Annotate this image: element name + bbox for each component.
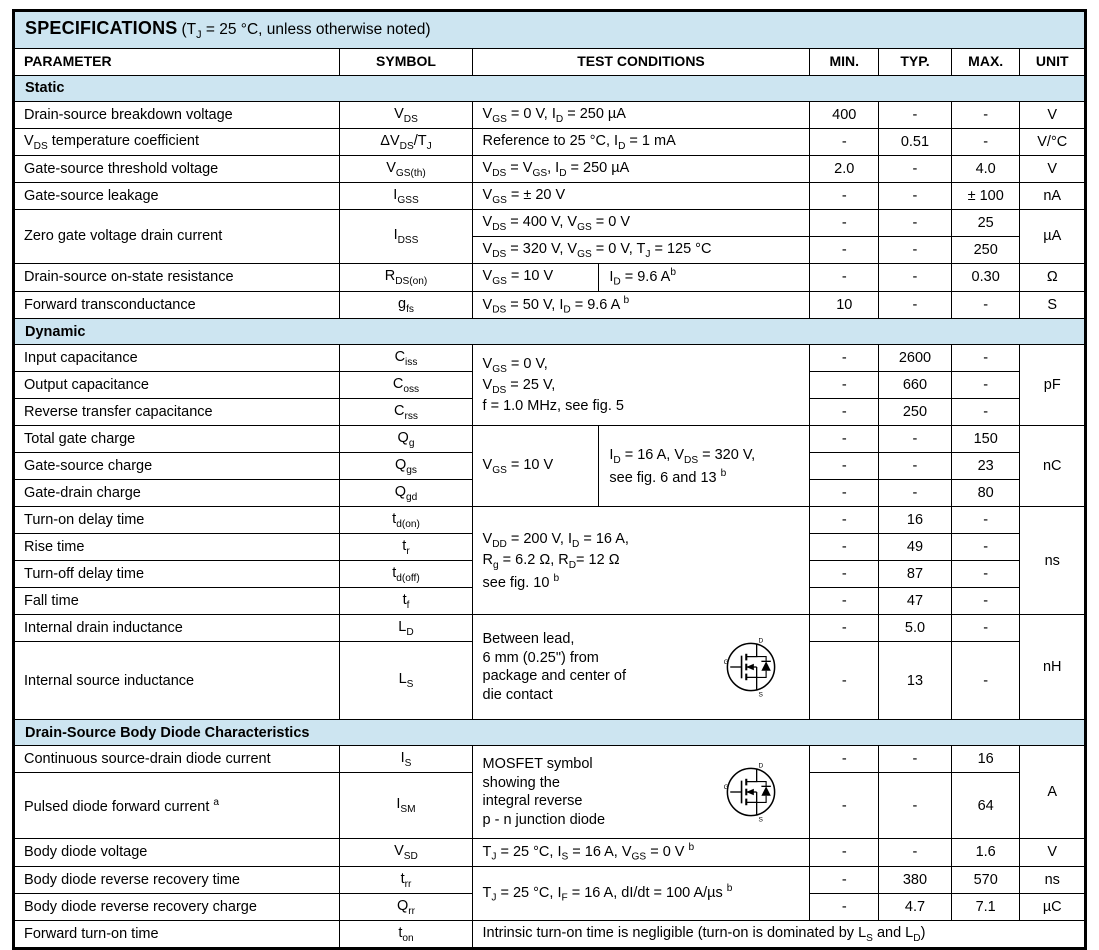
param-cell: Forward transconductance <box>15 291 340 319</box>
conditions-cell-left: $V_{GS} = 10$ V <box>472 426 599 507</box>
min-cell: - <box>810 507 879 534</box>
max-cell: - <box>951 372 1020 399</box>
symbol-cell: $L_D$ <box>340 615 472 642</box>
mosfet-gate-label: G <box>724 659 730 667</box>
unit-cell: V <box>1020 101 1085 128</box>
typ-cell: 5.0 <box>879 615 952 642</box>
row-is <box>15 746 1085 773</box>
table-header-row <box>15 48 1085 75</box>
typ-cell: - <box>879 155 952 182</box>
param-cell: Drain-source on-state resistance <box>15 263 340 291</box>
param-cell: Body diode reverse recovery charge <box>15 894 340 921</box>
typ-cell: 49 <box>879 534 952 561</box>
unit-cell: Ω <box>1020 263 1085 291</box>
typ-cell: 660 <box>879 372 952 399</box>
symbol-cell: $L_S$ <box>340 642 472 720</box>
symbol-cell: $R_{DS(on)}$ <box>340 263 472 291</box>
param-cell: Reverse transfer capacitance <box>15 399 340 426</box>
col-header-typ: TYP. <box>879 48 952 75</box>
unit-cell: µC <box>1020 894 1085 921</box>
min-cell: 10 <box>810 291 879 319</box>
typ-cell: - <box>879 101 952 128</box>
symbol-cell: $V_{GS(th)}$ <box>340 155 472 182</box>
spec-table-frame <box>12 9 1087 950</box>
inductance-conditions-text: Between lead, 6 mm (0.25") from package and center of die contact <box>482 631 627 703</box>
symbol-cell: $Q_{gd}$ <box>340 480 472 507</box>
typ-cell: 0.51 <box>879 128 952 155</box>
unit-cell: ns <box>1020 867 1085 894</box>
param-cell: Output capacitance <box>15 372 340 399</box>
mosfet-source-label: S <box>759 816 764 824</box>
symbol-cell: $I_{SM}$ <box>340 773 472 839</box>
max-cell: - <box>951 534 1020 561</box>
symbol-cell: $V_{DS}$ <box>340 101 472 128</box>
min-cell: - <box>810 345 879 372</box>
min-cell: - <box>810 588 879 615</box>
max-cell: 64 <box>951 773 1020 839</box>
conditions-cell-right: $I_D = 16$ A, $V_{DS} = 320$ V, see fig. 6 and 13 $^b$ <box>599 426 810 507</box>
unit-cell: S <box>1020 291 1085 319</box>
conditions-cell <box>472 746 810 839</box>
conditions-cell: $V_{DS} = 50$ V, $I_D = 9.6$ A $^b$ <box>472 291 810 319</box>
max-cell: 1.6 <box>951 839 1020 867</box>
min-cell: - <box>810 839 879 867</box>
row-vsd <box>15 839 1085 867</box>
symbol-cell: $I_{GSS}$ <box>340 182 472 209</box>
typ-cell: - <box>879 480 952 507</box>
min-cell: - <box>810 263 879 291</box>
row-ton <box>15 921 1085 948</box>
symbol-cell: $Q_{gs}$ <box>340 453 472 480</box>
typ-cell: 87 <box>879 561 952 588</box>
conditions-cell: $V_{DD} = 200$ V, $I_D = 16$ A, $R_g = 6.2$ Ω, $R_D= 12$ Ω see fig. 10 $^b$ <box>472 507 810 615</box>
col-header-symbol: SYMBOL <box>340 48 472 75</box>
title-note: ($T_J = 25$ °C, unless otherwise noted) <box>181 21 431 42</box>
param-cell: Internal source inductance <box>15 642 340 720</box>
symbol-cell: $Q_g$ <box>340 426 472 453</box>
typ-cell: - <box>879 291 952 319</box>
col-header-max: MAX. <box>951 48 1020 75</box>
max-cell: 25 <box>951 209 1020 236</box>
unit-cell: A <box>1020 746 1085 839</box>
typ-cell: 47 <box>879 588 952 615</box>
param-cell: Gate-source charge <box>15 453 340 480</box>
section-body-diode <box>15 720 1085 746</box>
conditions-cell: $V_{DS} = 400$ V, $V_{GS} = 0$ V <box>472 209 810 236</box>
min-cell: - <box>810 642 879 720</box>
max-cell: - <box>951 399 1020 426</box>
param-cell: Turn-on delay time <box>15 507 340 534</box>
min-cell: - <box>810 615 879 642</box>
section-label: Dynamic <box>15 319 1085 345</box>
conditions-cell <box>472 615 810 720</box>
param-cell: Continuous source-drain diode current <box>15 746 340 773</box>
mosfet-symbol-icon <box>717 633 785 701</box>
unit-cell: nA <box>1020 182 1085 209</box>
section-label: Static <box>15 75 1085 101</box>
max-cell: 0.30 <box>951 263 1020 291</box>
max-cell: - <box>951 128 1020 155</box>
min-cell: - <box>810 399 879 426</box>
symbol-cell: $t_{on}$ <box>340 921 472 948</box>
max-cell: - <box>951 561 1020 588</box>
symbol-cell: $t_r$ <box>340 534 472 561</box>
col-header-parameter: PARAMETER <box>15 48 340 75</box>
min-cell: - <box>810 534 879 561</box>
min-cell: - <box>810 128 879 155</box>
max-cell: 570 <box>951 867 1020 894</box>
min-cell: - <box>810 480 879 507</box>
row-tempco <box>15 128 1085 155</box>
section-static <box>15 75 1085 101</box>
typ-cell: - <box>879 453 952 480</box>
unit-cell: ns <box>1020 507 1085 615</box>
max-cell: - <box>951 615 1020 642</box>
min-cell: 2.0 <box>810 155 879 182</box>
min-cell: - <box>810 426 879 453</box>
typ-cell: - <box>879 839 952 867</box>
max-cell: 16 <box>951 746 1020 773</box>
symbol-cell: $I_S$ <box>340 746 472 773</box>
max-cell: 23 <box>951 453 1020 480</box>
param-cell: Internal drain inductance <box>15 615 340 642</box>
conditions-cell: $V_{GS} = 0$ V, $V_{DS} = 25$ V, f = 1.0 MHz, see fig. 5 <box>472 345 810 426</box>
min-cell: - <box>810 773 879 839</box>
unit-cell: V <box>1020 839 1085 867</box>
max-cell: - <box>951 345 1020 372</box>
typ-cell: 16 <box>879 507 952 534</box>
row-td-on <box>15 507 1085 534</box>
conditions-cell: $V_{DS} = V_{GS}$, $I_D = 250$ µA <box>472 155 810 182</box>
typ-cell: - <box>879 182 952 209</box>
typ-cell: - <box>879 209 952 236</box>
mosfet-diode-symbol-icon <box>717 758 785 826</box>
max-cell: ± 100 <box>951 182 1020 209</box>
row-trr <box>15 867 1085 894</box>
diode-conditions-text: MOSFET symbol showing the integral reverse p - n junction diode <box>482 756 606 828</box>
typ-cell: - <box>879 236 952 263</box>
mosfet-source-label: S <box>759 691 764 699</box>
param-cell: Gate-drain charge <box>15 480 340 507</box>
param-cell: Gate-source threshold voltage <box>15 155 340 182</box>
row-vgsth <box>15 155 1085 182</box>
symbol-cell: $t_{d(off)}$ <box>340 561 472 588</box>
symbol-cell: $C_{rss}$ <box>340 399 472 426</box>
col-header-unit: UNIT <box>1020 48 1085 75</box>
typ-cell: - <box>879 263 952 291</box>
max-cell: 150 <box>951 426 1020 453</box>
symbol-cell: $t_{rr}$ <box>340 867 472 894</box>
row-igss <box>15 182 1085 209</box>
page-title: SPECIFICATIONS <box>25 18 178 38</box>
section-dynamic <box>15 319 1085 345</box>
param-cell: Body diode voltage <box>15 839 340 867</box>
section-label: Drain-Source Body Diode Characteristics <box>15 720 1085 746</box>
max-cell: - <box>951 507 1020 534</box>
typ-cell: 2600 <box>879 345 952 372</box>
mosfet-gate-label: G <box>724 784 730 792</box>
unit-cell: V <box>1020 155 1085 182</box>
typ-cell: - <box>879 746 952 773</box>
param-cell: Turn-off delay time <box>15 561 340 588</box>
row-breakdown-voltage <box>15 101 1085 128</box>
conditions-cell: Intrinsic turn-on time is negligible (turn-on is dominated by $L_S$ and $L_D$) <box>472 921 1084 948</box>
param-cell: Drain-source breakdown voltage <box>15 101 340 128</box>
symbol-cell: $C_{iss}$ <box>340 345 472 372</box>
symbol-cell: $C_{oss}$ <box>340 372 472 399</box>
symbol-cell: $V_{SD}$ <box>340 839 472 867</box>
symbol-cell: $\Delta V_{DS}/T_J$ <box>340 128 472 155</box>
row-qg <box>15 426 1085 453</box>
mosfet-drain-label: D <box>759 637 764 645</box>
typ-cell: 380 <box>879 867 952 894</box>
min-cell: - <box>810 867 879 894</box>
min-cell: - <box>810 746 879 773</box>
max-cell: - <box>951 291 1020 319</box>
conditions-cell: $T_J = 25$ °C, $I_S = 16$ A, $V_{GS} = 0$ V $^b$ <box>472 839 810 867</box>
min-cell: - <box>810 236 879 263</box>
conditions-cell: Reference to 25 °C, $I_D = 1$ mA <box>472 128 810 155</box>
max-cell: - <box>951 101 1020 128</box>
symbol-cell: $I_{DSS}$ <box>340 209 472 263</box>
unit-cell: nC <box>1020 426 1085 507</box>
typ-cell: 13 <box>879 642 952 720</box>
min-cell: - <box>810 561 879 588</box>
symbol-cell: $t_f$ <box>340 588 472 615</box>
typ-cell: 250 <box>879 399 952 426</box>
max-cell: 4.0 <box>951 155 1020 182</box>
row-idss-1 <box>15 209 1085 236</box>
param-cell: Total gate charge <box>15 426 340 453</box>
unit-cell: V/°C <box>1020 128 1085 155</box>
max-cell: 80 <box>951 480 1020 507</box>
param-cell: Fall time <box>15 588 340 615</box>
row-gfs <box>15 291 1085 319</box>
conditions-cell: $V_{DS} = 320$ V, $V_{GS} = 0$ V, $T_J = 125$ °C <box>472 236 810 263</box>
param-cell: Forward turn-on time <box>15 921 340 948</box>
param-cell: Rise time <box>15 534 340 561</box>
symbol-cell: $Q_{rr}$ <box>340 894 472 921</box>
col-header-conditions: TEST CONDITIONS <box>472 48 810 75</box>
table-title-row <box>15 12 1085 49</box>
min-cell: - <box>810 372 879 399</box>
max-cell: - <box>951 642 1020 720</box>
row-ld <box>15 615 1085 642</box>
row-ciss <box>15 345 1085 372</box>
min-cell: - <box>810 182 879 209</box>
param-cell: $V_{DS}$ temperature coefficient <box>15 128 340 155</box>
param-cell: Pulsed diode forward current $^a$ <box>15 773 340 839</box>
min-cell: 400 <box>810 101 879 128</box>
symbol-cell: $t_{d(on)}$ <box>340 507 472 534</box>
max-cell: - <box>951 588 1020 615</box>
param-cell: Zero gate voltage drain current <box>15 209 340 263</box>
typ-cell: - <box>879 773 952 839</box>
param-cell: Gate-source leakage <box>15 182 340 209</box>
conditions-cell: $V_{GS} = 0$ V, $I_D = 250$ µA <box>472 101 810 128</box>
col-header-min: MIN. <box>810 48 879 75</box>
max-cell: 250 <box>951 236 1020 263</box>
mosfet-drain-label: D <box>759 762 764 770</box>
unit-cell: µA <box>1020 209 1085 263</box>
conditions-cell: $V_{GS}$ = ± 20 V <box>472 182 810 209</box>
conditions-cell-left: $V_{GS} = 10$ V <box>472 263 599 291</box>
min-cell: - <box>810 894 879 921</box>
unit-cell: nH <box>1020 615 1085 720</box>
max-cell: 7.1 <box>951 894 1020 921</box>
symbol-cell: $g_{fs}$ <box>340 291 472 319</box>
typ-cell: 4.7 <box>879 894 952 921</box>
title-band <box>15 12 1085 49</box>
unit-cell: pF <box>1020 345 1085 426</box>
row-rdson <box>15 263 1085 291</box>
min-cell: - <box>810 453 879 480</box>
specifications-table <box>14 11 1085 948</box>
min-cell: - <box>810 209 879 236</box>
param-cell: Input capacitance <box>15 345 340 372</box>
typ-cell: - <box>879 426 952 453</box>
param-cell: Body diode reverse recovery time <box>15 867 340 894</box>
conditions-cell: $T_J = 25$ °C, $I_F = 16$ A, dI/dt = 100 A/µs $^b$ <box>472 867 810 921</box>
conditions-cell-right: $I_D = 9.6$ $A^b$ <box>599 263 810 291</box>
